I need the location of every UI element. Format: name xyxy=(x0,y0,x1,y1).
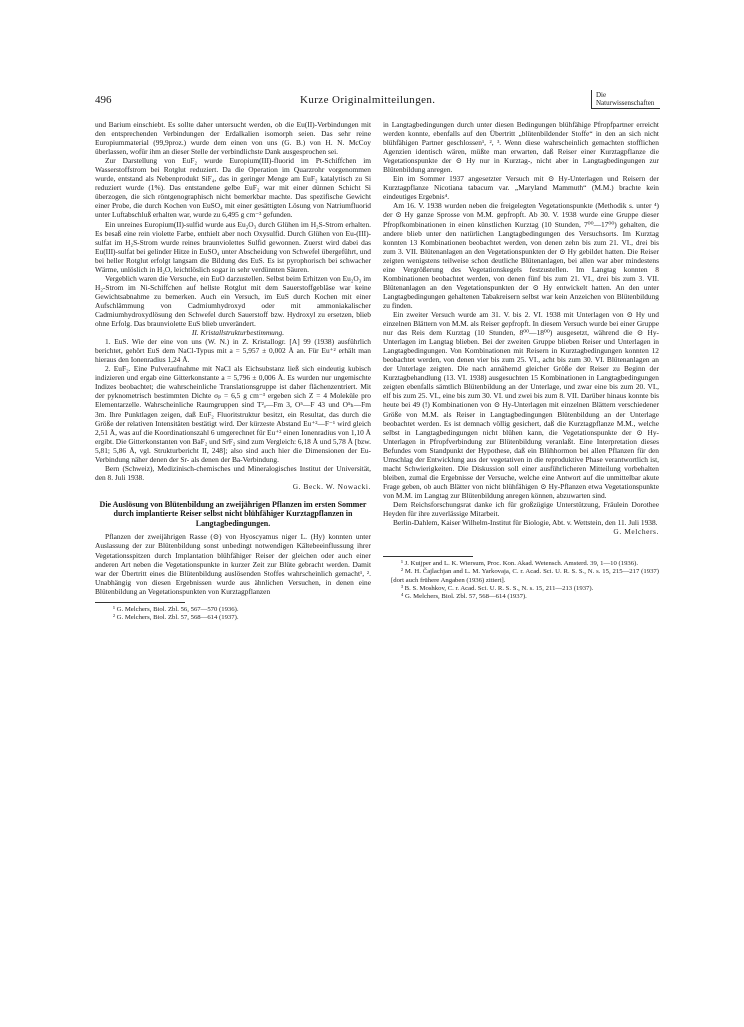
footnote: ² M. H. Čajlachjan and L. M. Yarkovaja, C. r. Acad. Sci. U. R. S. S., N. s. 15, 215—217 (1937) [dort auch frühere Angaben (1936) zitiert]. xyxy=(391,568,659,584)
footnote: ² G. Melchers, Biol. Zbl. 57, 568—614 (1937). xyxy=(113,613,239,621)
page-header xyxy=(95,90,660,110)
footnote: ¹ J. Kuijper and L. K. Wiersum, Proc. Kon. Akad. Wetensch. Amsterd. 39, 1—10 (1936). xyxy=(401,560,639,568)
paragraph: Bern (Schweiz), Medizinisch-chemisches und Mineralogisches Institut der Universität, den 8. Juli 1938. xyxy=(95,463,371,482)
paragraph: Ein zweiter Versuch wurde am 31. V. bis 2. VI. 1938 mit Unterlagen von ⊙ Hy und einzelnen Blättern von M.M. als Reiser gepfropft. In diesem Versuch wurde bei einer Gruppe nur das Reis dem Kurztag (10 Stunden, 8⁰⁰—18⁰⁰) ausgesetzt, während die ⊙ Hy-Unterlagen im Langtag blieben. Bei der zweiten Gruppe blieben Reiser und Unterlagen in Langtagbedingungen. Von Kombinationen mit Reisern in Kurztagbedingungen konnten 12 beobachtet werden, von denen vier bis zum 25. VI., acht bis zum 30. VI. Blütenanlagen an der Unterlage zeigten. Die nach annähernd gleicher Größe der Reiser zu Beginn der Kurztagbehandlung (13. VI. 1938) ausgesuchten 15 Kombinationen in Langtagbedingungen zeigten ebenfalls sämtlich Blütenbildung an der Unterlage, und zwar eine bis zum 20. VI., elf bis zum 25. VI., eine bis zum 30. VI. und zwei bis zum 8. VII. Darüber hinaus konnte bis heute bei 49 (!) Kombinationen von ⊙ Hy-Unterlagen mit einzelnen Blättern verschiedener Größe von M.M. als Reiser in Langtagbedingungen Blütenbildung an der Unterlage beobachtet werden. Es ist demnach völlig gesichert, daß die Kurztagpflanze M.M., welche selbst in Langtagbedingungen nicht blühen kann, die Vegetationspunkte der ⊙ Hy-Unterlagen in Pfropfverbindung zur Blütenbildung veranlaßt. Eine Interpretation dieses Befundes vom Standpunkt der Hypothese, daß ein Blühhormon bei allen Pflanzen für den Umschlag der Entwicklung aus der vegetativen in die reproduktive Phase verantwortlich ist, macht Schwierigkeiten. Die Diskussion soll einer ausführlicheren Mitteilung vorbehalten bleiben, zumal die Ergebnisse der Versuche, welche eine Antwort auf die unmittelbar akute Frage geben, ob auch Blätter von nicht blühfähigen ⊙ Hy-Pflanzen etwa Vegetationspunkte von M.M. im Langtag zur Blütenbildung anregen können, abzuwarten sind. xyxy=(383,309,659,500)
signature-text: G. Beck. W. Nowacki. xyxy=(292,481,371,491)
left-column xyxy=(95,120,371,622)
paragraph: Vergeblich waren die Versuche, ein EuO darzustellen. Selbst beim Erhitzen von Eu₂O₃ im H₂-Strom im Ni-Schiffchen auf hellste Rotglut mit dem Sauerstoffgebläse war keine Gewichtsabnahme zu bemerken. Auch ein Versuch, im EuS durch Kochen mit einer Aufschlämmung von Cadmiumhydroxyd oder mit ammoniakalischer Cadmiumhydroxydlösung den Schwefel durch Sauerstoff bzw. Hydroxyl zu ersetzen, blieb ohne Erfolg. Das braunviolette EuS blieb unverändert. xyxy=(95,273,371,329)
affiliation: Berlin-Dahlem, Kaiser Wilhelm-Institut für Biologie, Abt. v. Wettstein, den 11. Juli 1938. xyxy=(393,518,658,528)
paragraph: Zur Darstellung von EuF₂ wurde Europium(III)-fluorid im Pt-Schiffchen im Wasserstoffstrom bei Rotglut reduziert. Da die Operation im Quarzrohr vorgenommen wurde, entstand als Nebenprodukt SiF₄, das in geringer Menge am EuF₂ katalytisch zu Si reduziert wurde (1%). Das entstandene gelbe EuF₂ war mit einer dünnen Schicht Si überzogen, die sich röntgenographisch nicht bemerkbar machte. Das spezifische Gewicht einer Probe, die durch Kochen von EuSO₄ mit einer gesättigten Lösung von Natriumfluorid unter Luftabschluß erhalten war, wurde zu 6,495 g cm⁻³ gefunden. xyxy=(95,156,371,220)
paragraph: 2. EuF₂. Eine Pulveraufnahme mit NaCl als Eichsubstanz ließ sich eindeutig kubisch indizieren und ergab eine Gitterkonstante a = 5,796 ± 0,006 Å. Es wurden nur ungemischte Indizes beobachtet; die wahrscheinliche Translationsgruppe ist daher flächenzentriert. Mit der pyknometrisch bestimmten Dichte σₚ = 6,5 g cm⁻³ ergeben sich Z = 4 Moleküle pro Elementarzelle. Wahrscheinliche Raumgruppen sind T²ₐ—Fm 3, O⁵—F 43 und O⁵ₕ—Fm 3m. Ihre Punktlagen zeigen, daß EuF₂ Fluoritstruktur besitzt, ein Resultat, das durch die Größe der relativen Intensitäten bestätigt wird. Der kürzeste Abstand Eu⁺²—F⁻¹ wird gleich 2,51 Å, was auf die Koordinationszahl 6 umgerechnet für Eu⁺² einen Ionenradius von 1,10 Å ergibt. Die Gitterkonstanten von BaF₂ und SrF₂ sind zum Vergleich: 6,18 Å und 5,78 Å [bzw. 5,81; 5,86 Å, vgl. Strukturbericht II, 248]; also sind auch hier die Dimensionen der Eu-Verbindung näher denen der Sr- als denen der Ba-Verbindung. xyxy=(95,364,371,464)
running-title: Kurze Originalmitteilungen. xyxy=(300,94,436,106)
paragraph: in Langtagbedingungen durch unter diesen Bedingungen blühfähige Pfropfpartner erreicht werden konnte, ebenfalls auf den Übertritt „blütenbildender Stoffe“ in den an sich nicht blühfähigen Partner geschlossen¹, ², ³. Wenn diese wahrscheinlich gemachten stofflichen Agenzien identisch wären, müßte man erwarten, daß Reiser einer Kurztagpflanze die Vegetationspunkte der ⊙ Hy nur in Kurztag-, nicht aber in Langtagbedingungen zur Blütenbildung anregen. xyxy=(383,120,659,175)
paragraph: und Barium einschiebt. Es sollte daher untersucht werden, ob die Eu(II)-Verbindungen mit den entsprechenden Verbindungen der Erdalkalien isomorph seien. Das sehr reine Europiummaterial (99,9proz.) wurde dem einen von uns (G. B.) von H. N. McCoy überlassen, wofür ihm an dieser Stelle der verbindlichste Dank ausgesprochen sei. xyxy=(95,120,371,157)
signature-text: G. Melchers. xyxy=(613,527,659,537)
footnote: ⁴ G. Melchers, Biol. Zbl. 57, 568—614 (1937). xyxy=(401,592,527,600)
article-title: Die Auslösung von Blütenbildung an zweijährigen Pflanzen im ersten Sommer durch implantierte Reiser selbst nicht blühfähiger Kurztagpflanzen in Langtagbedingungen. xyxy=(99,499,367,528)
paragraph: Ein im Sommer 1937 angesetzter Versuch mit ⊙ Hy-Unterlagen und Reisern der Kurztagpflanze Nicotiana tabacum var. „Maryland Mammuth“ (M.M.) brachte kein eindeutiges Ergebnis⁴. xyxy=(383,174,659,202)
footnote-divider xyxy=(95,602,185,603)
right-column xyxy=(383,120,659,601)
footnote-divider xyxy=(383,556,473,557)
footnote: ¹ G. Melchers, Biol. Zbl. 56, 567—570 (1936). xyxy=(113,605,239,613)
paragraph: Dem Reichsforschungsrat danke ich für großzügige Unterstützung, Fräulein Dorothee Heyden für ihre zuverlässige Mitarbeit. xyxy=(383,499,659,519)
footnote: ³ B. S. Moshkov, C. r. Acad. Sci. U. R. S. S., N. s. 15, 211—213 (1937). xyxy=(401,584,594,592)
paragraph: Ein unreines Europium(II)-sulfid wurde aus Eu₂O₃ durch Glühen im H₂S-Strom erhalten. Es besaß eine rein violette Farbe, enthielt aber noch Oxysulfid. Durch Glühen von Eu-(III)-sulfat im H₂S-Strom wurde reines braunviolettes Sulfid gewonnen. Zuerst wird dabei das Eu(III)-sulfat bei gelinder Hitze in EuSO₄ unter Abscheidung von Schwefel übergeführt, und bei heller Rotglut erfolgt langsam die Bildung des EuS. Es ist pyrophorisch bei schwacher Wärme, unlöslich in H₂O, leichtlöslich sogar in sehr verdünnten Säuren. xyxy=(95,219,371,274)
paragraph: Am 16. V. 1938 wurden neben die freigelegten Vegetationspunkte (Methodik s. unter ⁴) der ⊙ Hy ganze Sprosse von M.M. gepfropft. Ab 30. V. 1938 wurde eine Gruppe dieser Pfropfkombinationen in einen künstlichen Kurztag (10 Stunden, 7⁰⁰—17⁰⁰) gehalten, die andere blieb unter den natürlichen Langtagbedingungen des Versuchsorts. Im Kurztag konnten 13 Kombinationen beobachtet werden, von denen zehn bis zum 21. VI., drei bis zum 3. VII. Blütenanlagen an den Vegetationspunkten der ⊙ Hy gebildet hatten. Die Reiser zeigten wenigstens teilweise schon deutliche Blütenanlagen, bei allen war aber mindestens eine Vergrößerung des Vegetationskegels festzustellen. Im Langtag konnten 8 Kombinationen beobachtet werden, von denen fünf bis zum 21. VI., drei bis zum 3. VII. Blütenanlagen an den Vegetationspunkten der ⊙ Hy entwickelt hatten. An den unter Langtagbedingungen gehaltenen Tabakreisern selbst war kein Anzeichen von Blütenbildung zu finden. xyxy=(383,201,659,310)
author-signature xyxy=(95,482,371,491)
paragraph: 1. EuS. Wie der eine von uns (W. N.) in Z. Kristallogr. [A] 99 (1938) ausführlich berichtet, gehört EuS dem NaCl-Typus mit a = 5,957 ± 0,002 Å an. Für Eu⁺² erhält man hieraus den Ionenradius 1,24 Å. xyxy=(95,337,371,365)
author-signature xyxy=(383,527,659,536)
paragraph: Pflanzen der zweijährigen Rasse (⊙) von Hyoscyamus niger L. (Hy) konnten unter Auslassung der zur Blütenbildung sonst unbedingt notwendigen Kältebeeinflussung ihrer Vegetationsspitzen durch Implantation blühfähiger Reiser der gleichen oder auch einer anderen Art neben die Vegetationspunkte in kurzer Zeit zur Blüte gebracht werden. Damit war der Übertritt eines die Blütenbildung auslösenden Stoffes wahrscheinlich gemacht¹, ². Unabhängig von diesen Ergebnissen wurde aus ähnlichen Versuchen, in denen eine Blütenbildung an Vegetationspunkten von Kurztagpflanzen xyxy=(95,532,371,596)
section-heading: II. Kristallstrukturbestimmung. xyxy=(191,328,285,338)
page-number: 496 xyxy=(95,94,112,106)
journal-name: Die Naturwissenschaften xyxy=(591,90,660,109)
